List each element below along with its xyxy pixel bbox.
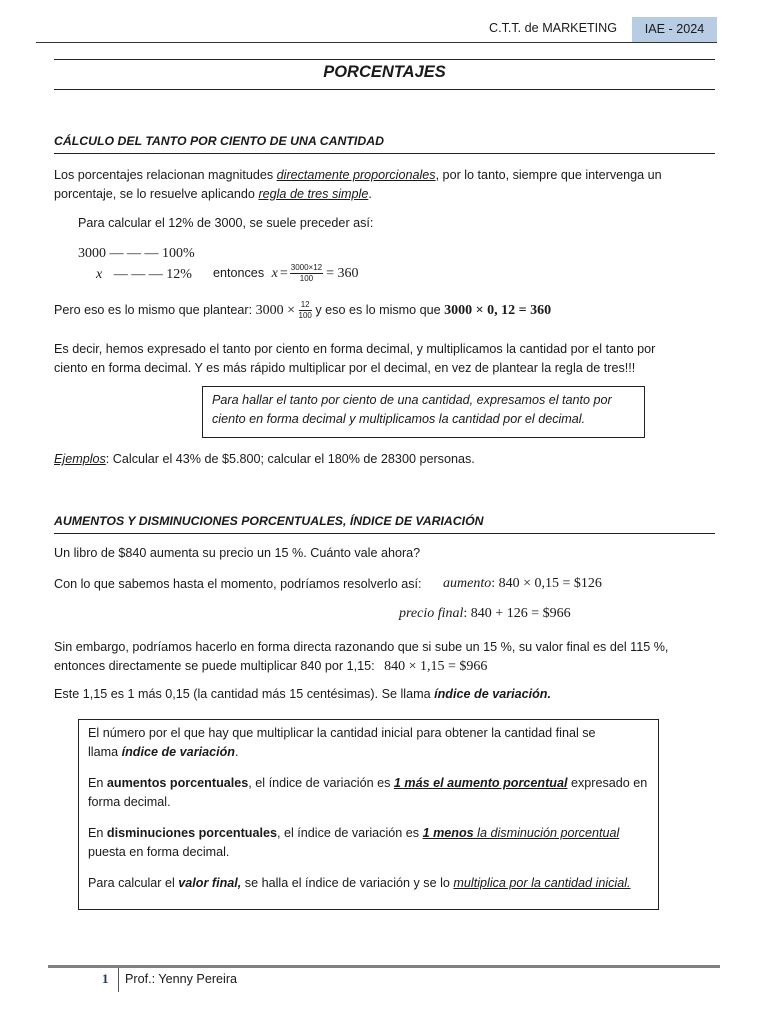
footer-divider xyxy=(118,968,119,992)
aumento-label: aumento xyxy=(443,576,492,591)
rule-row-2 xyxy=(96,267,192,283)
precio-expr: : 840 + 126 = $966 xyxy=(463,606,571,621)
fraction-denominator: 100 xyxy=(298,311,312,320)
box-p4-text: Para calcular el xyxy=(88,876,179,890)
decimal-paragraph xyxy=(54,340,734,378)
section2-heading: AUMENTOS Y DISMINUCIONES PORCENTUALES, ÍNDICE DE VARIACIÓN xyxy=(54,514,484,528)
rule-box-line-2: ciento en forma decimal y multiplicamos la cantidad por el decimal. xyxy=(212,412,586,426)
rule-row-1: 3000 — — — 100% xyxy=(78,246,195,261)
header-badge: IAE - 2024 xyxy=(632,17,717,42)
box-p4-mid: se halla el índice de variación y se lo xyxy=(241,876,454,890)
fraction-numerator: 12 xyxy=(299,301,312,311)
same-base: 3000 × xyxy=(255,302,296,318)
precio-label: precio final xyxy=(399,606,464,621)
fraction-12-over-100 xyxy=(299,301,312,320)
intro-paragraph xyxy=(54,166,724,204)
intro-text-d: . xyxy=(368,187,372,201)
box-p2-term: aumentos porcentuales xyxy=(106,776,249,790)
section1-heading: CÁLCULO DEL TANTO POR CIENTO DE UNA CANTIDAD xyxy=(54,134,384,148)
box-p3-term: disminuciones porcentuales xyxy=(106,826,277,840)
direct-line-2: entonces directamente se puede multiplicar 840 por 1,15: xyxy=(54,659,375,673)
examples-text: : Calcular el 43% de $5.800; calcular el 180% de 28300 personas. xyxy=(105,452,475,466)
calc-intro: Para calcular el 12% de 3000, se suele preceder así: xyxy=(78,216,374,230)
fraction-denominator: 100 xyxy=(299,274,314,283)
same-mid: y eso es lo mismo que xyxy=(311,302,445,317)
examples-line xyxy=(54,452,475,466)
method-line xyxy=(54,577,422,591)
box-p2-tail: expresado en xyxy=(567,776,648,790)
intro-term-proportional: directamente proporcionales xyxy=(276,168,436,182)
box-paragraph-2 xyxy=(88,774,649,812)
box-paragraph-3 xyxy=(88,824,649,862)
equation-result: = 360 xyxy=(326,265,359,281)
variation-index-box xyxy=(78,719,659,910)
intro-text-a: Los porcentajes relacionan magnitudes xyxy=(54,168,277,182)
box-p4-rule: multiplica por la cantidad inicial. xyxy=(453,876,631,890)
box-p3-menos: 1 menos xyxy=(422,826,474,840)
decimal-line-2: ciento en forma decimal. Y es más rápido multiplicar por el decimal, en vez de plantear la regla de tres!!! xyxy=(54,361,636,375)
intro-term-rule: regla de tres simple xyxy=(258,187,369,201)
index-line xyxy=(54,687,551,701)
box-p1-text: El número por el que hay que multiplicar la cantidad inicial para obtener la cantidad final se xyxy=(88,726,596,740)
rule-x: x xyxy=(96,267,103,282)
decimal-line-1: Es decir, hemos expresado el tanto por ciento en forma decimal, y multiplicamos la cantidad por el tanto por xyxy=(54,342,656,356)
box-paragraph-4 xyxy=(88,874,649,893)
precio-final-expression xyxy=(399,606,571,622)
method-text: Con lo que sabemos hasta el momento, podríamos resolverlo así: xyxy=(54,577,422,591)
box-p3-rule: la disminución porcentual xyxy=(473,826,620,840)
box-p2-end: forma decimal. xyxy=(88,795,171,809)
same-text: Pero eso es lo mismo que plantear: xyxy=(54,302,256,317)
box-paragraph-1 xyxy=(88,724,649,762)
page-title: PORCENTAJES xyxy=(323,63,446,81)
box-p2-text: , el índice de variación es xyxy=(248,776,394,790)
equation-equals: = xyxy=(279,265,288,281)
intro-text-b: , por lo tanto, siempre que intervenga un xyxy=(435,168,662,182)
rule-row-2-text: — — — 12% xyxy=(113,267,192,282)
rule-box-line-1: Para hallar el tanto por ciento de una cantidad, expresamos el tanto por xyxy=(212,393,612,407)
problem-statement: Un libro de $840 aumenta su precio un 15 %. Cuánto vale ahora? xyxy=(54,546,421,560)
same-as-line xyxy=(54,301,551,320)
aumento-expression xyxy=(443,576,602,592)
box-p1-llama: llama xyxy=(88,745,122,759)
title-rule-bottom xyxy=(54,89,715,90)
box-p2-en: En xyxy=(88,776,107,790)
fraction-numerator: 3000×12 xyxy=(290,263,323,272)
box-p3-en: En xyxy=(88,826,107,840)
direct-line-1: Sin embargo, podríamos hacerlo en forma directa razonando que si sube un 15 %, su valor final es del 115 %, xyxy=(54,640,669,654)
intro-text-c: porcentaje, se lo resuelve aplicando xyxy=(54,187,259,201)
equation-x: x xyxy=(271,265,278,281)
title-rule-top xyxy=(54,59,715,60)
entonces-equation xyxy=(213,264,359,283)
box-p4-term: valor final, xyxy=(178,876,242,890)
same-bold-result: 3000 × 0, 12 = 360 xyxy=(444,302,552,318)
header-org: C.T.T. de MARKETING xyxy=(489,21,618,35)
box-p3-end: puesta en forma decimal. xyxy=(88,845,230,859)
box-p2-rule: 1 más el aumento porcentual xyxy=(393,776,568,790)
header-rule xyxy=(36,42,717,43)
box-p1-period: . xyxy=(234,745,239,759)
box-p3-text: , el índice de variación es xyxy=(276,826,423,840)
footer-page-number: 1 xyxy=(102,971,109,986)
examples-label: Ejemplos xyxy=(54,452,106,466)
footer-author: Prof.: Yenny Pereira xyxy=(125,972,238,986)
section1-rule xyxy=(54,153,715,154)
index-text: Este 1,15 es 1 más 0,15 (la cantidad más 15 centésimas). Se llama xyxy=(54,687,435,701)
section2-rule xyxy=(54,533,715,534)
direct-paragraph xyxy=(54,638,734,676)
rule-box xyxy=(202,386,645,438)
direct-expression: 840 × 1,15 = $966 xyxy=(384,659,488,674)
box-p1-term: índice de variación xyxy=(121,745,235,759)
entonces-label: entonces xyxy=(213,265,265,280)
fraction-3000x12-over-100 xyxy=(290,264,323,283)
footer-rule xyxy=(48,965,720,968)
aumento-expr: : 840 × 0,15 = $126 xyxy=(491,576,602,591)
index-bold: índice de variación. xyxy=(434,687,551,701)
